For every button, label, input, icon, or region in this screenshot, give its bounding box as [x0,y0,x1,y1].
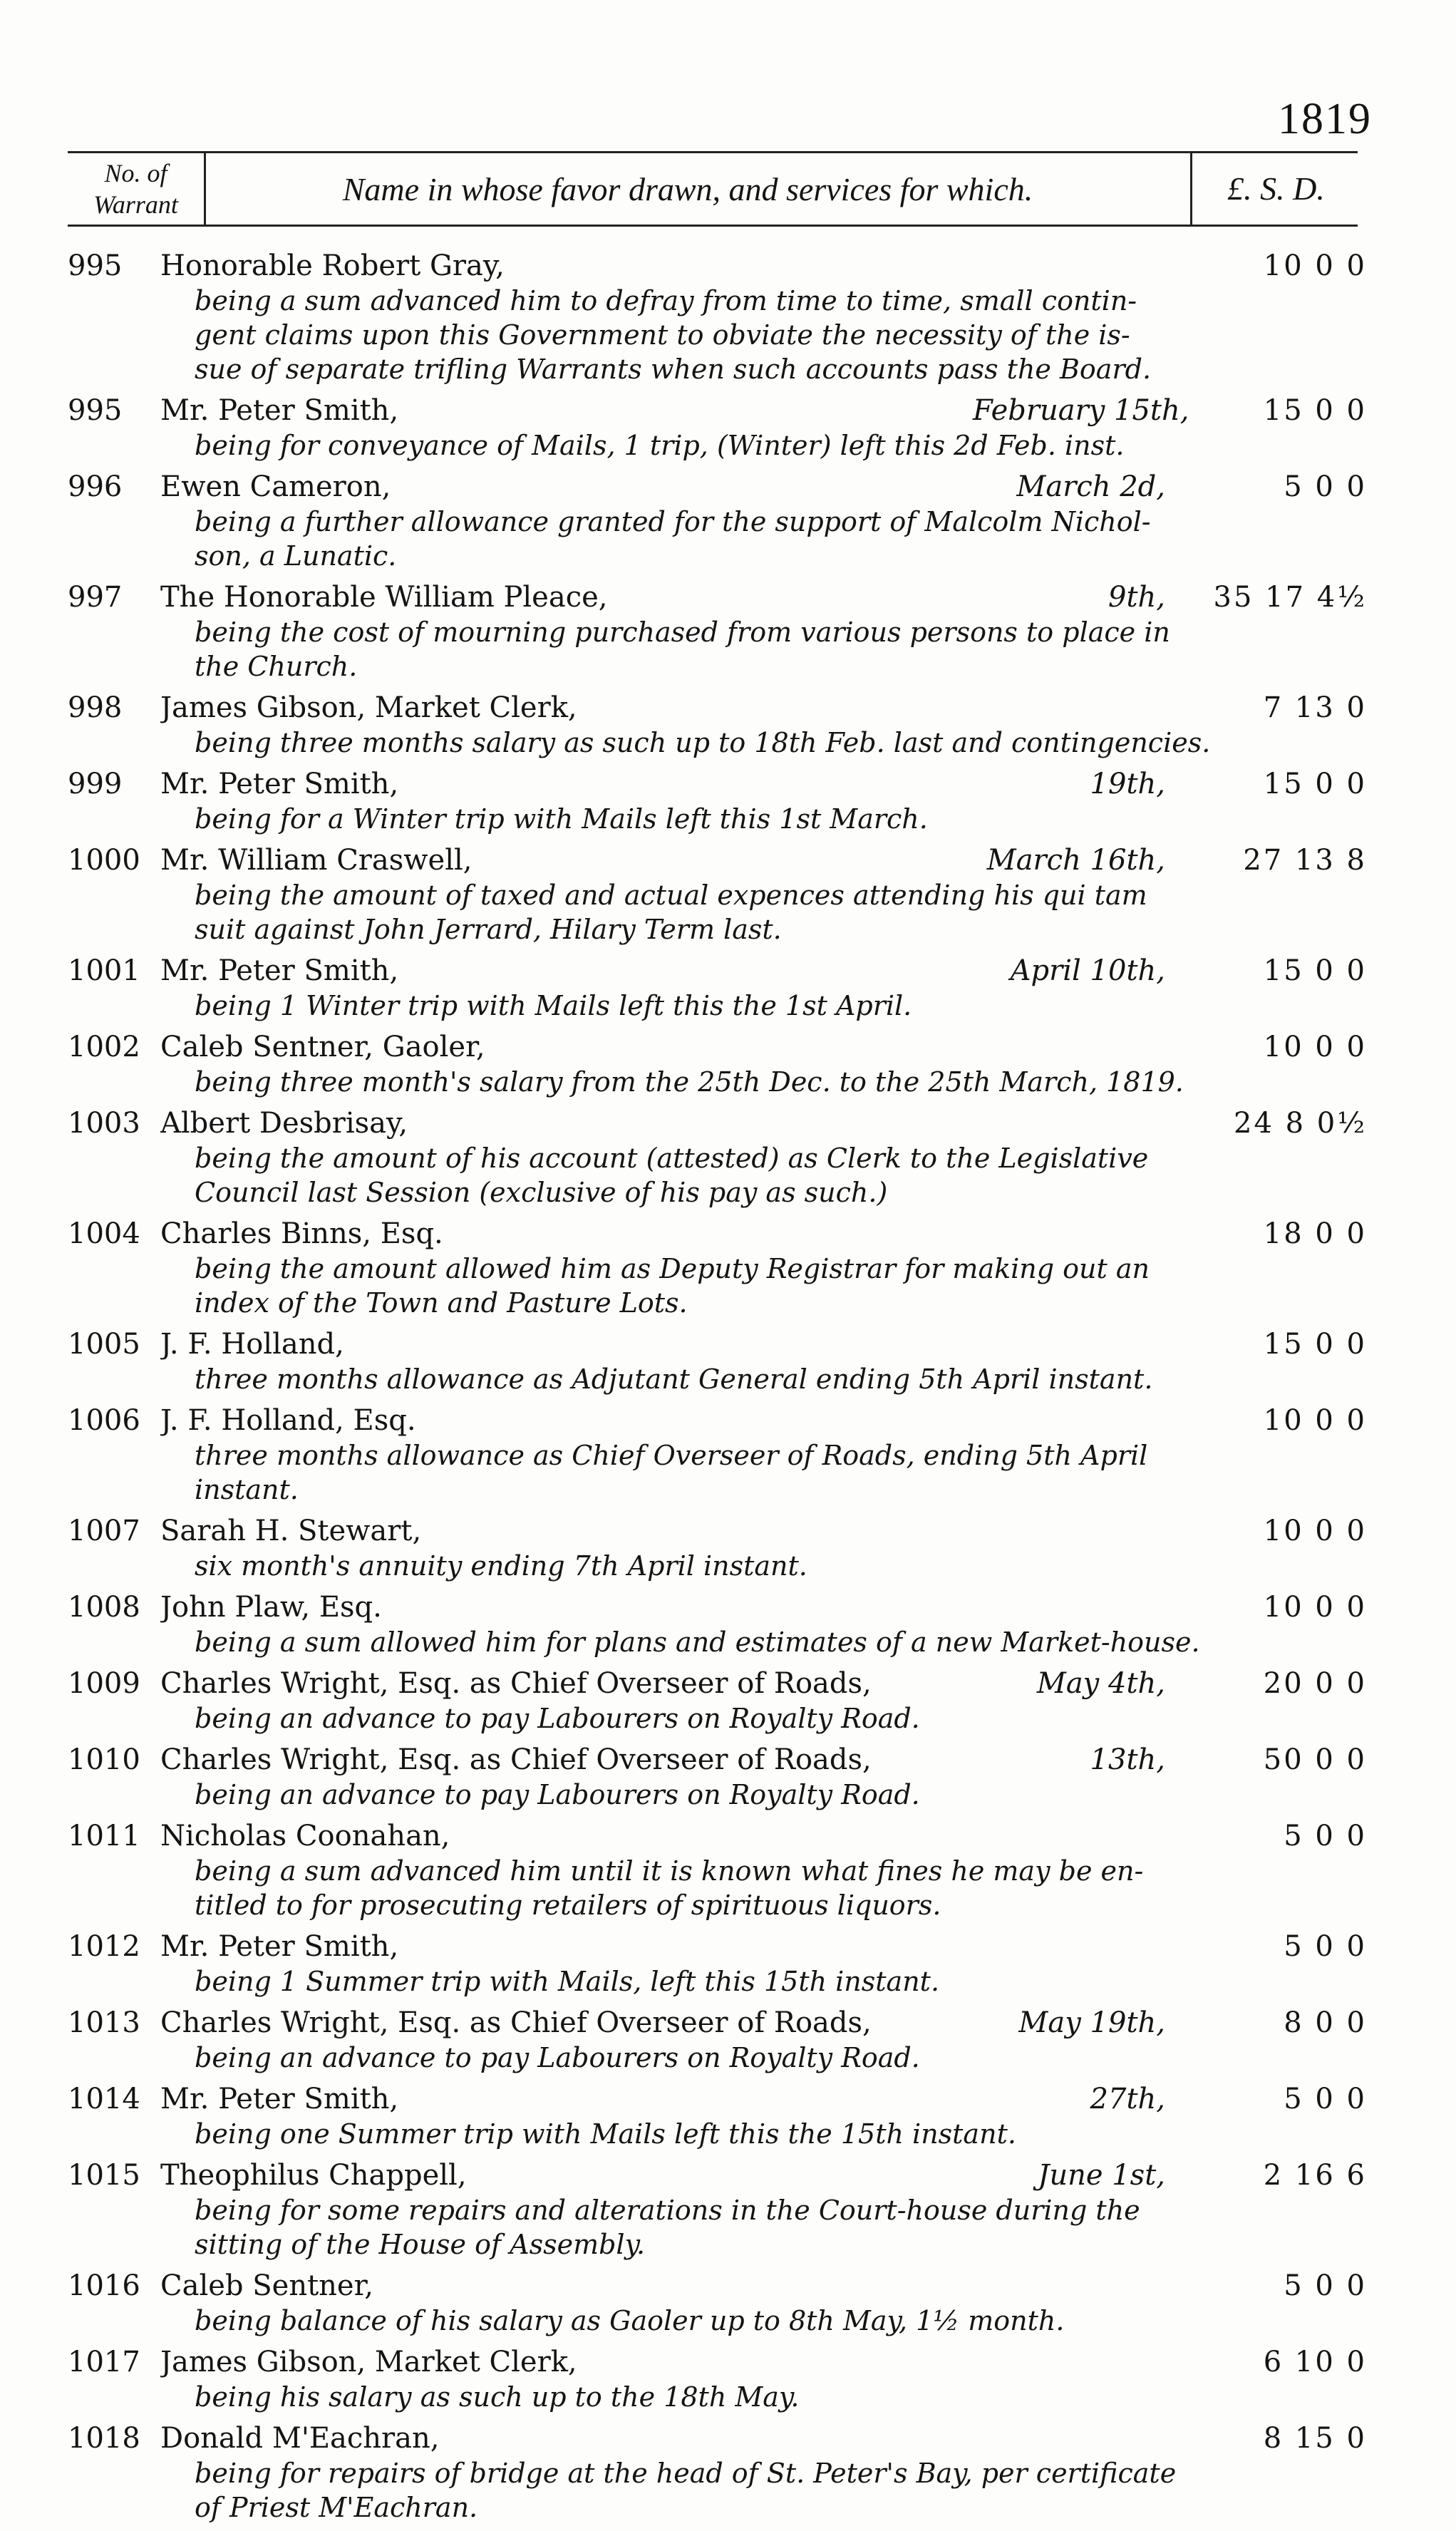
warrant-amount: 7 13 0 [1263,691,1367,724]
warrant-amount: 10 0 0 [1263,249,1367,282]
service-description: being for conveyance of Mails, 1 trip, (Winter) left this 2d Feb. inst. [195,430,1125,461]
warrant-number: 1013 [68,2006,140,2039]
service-description: being 1 Summer trip with Mails, left this 15th instant. [195,1966,940,1997]
warrant-number: 1010 [68,1743,140,1776]
warrant-date: June 1st, [1038,2159,1165,2192]
payee-name: Sarah H. Stewart, [160,1515,422,1547]
service-description: being for repairs of bridge at the head of St. Peter's Bay, per certificate of Priest M'Eachran. [195,2458,1177,2523]
service-description: being a sum advanced him until it is known what fines he may be en- titled to for prosecuting retailers of spirituous liquors. [195,1855,1144,1921]
warrant-entry [68,2344,1368,2414]
ledger-header [68,151,1358,227]
payee-name: Charles Binns, Esq. [160,1217,443,1250]
warrant-entry [68,1326,1368,1396]
warrant-date: March 16th, [986,844,1165,877]
service-description: being the amount of his account (attested) as Clerk to the Legislative Council last Session (exclusive of his pay as such.) [195,1143,1149,1208]
service-description: being an advance to pay Labourers on Royalty Road. [195,2042,920,2073]
service-description: three months allowance as Chief Overseer of Roads, ending 5th April instant. [195,1440,1148,1505]
page-year: 1819 [1278,95,1372,143]
service-description: being three month's salary from the 25th Dec. to the 25th March, 1819. [195,1066,1184,1098]
warrant-amount: 10 0 0 [1263,1404,1367,1437]
warrant-entry [68,1029,1368,1099]
warrant-entry [68,2158,1368,2262]
warrant-entry [68,1216,1368,1320]
warrant-date: May 4th, [1036,1667,1165,1700]
warrant-entry [68,1666,1368,1736]
warrant-amount: 15 0 0 [1263,394,1367,427]
warrant-entry-line [68,690,1368,726]
warrant-entry [68,766,1368,836]
service-description: being an advance to pay Labourers on Royalty Road. [195,1779,920,1810]
service-description: being one Summer trip with Mails left this the 15th instant. [195,2118,1016,2150]
warrant-amount: 20 0 0 [1263,1667,1367,1700]
payee-column-header: Name in whose favor drawn, and services for which. [342,171,1033,207]
warrant-number-column-header [68,153,206,225]
warrant-entry [68,2081,1368,2151]
warrant-entry [68,1589,1368,1659]
service-description: being an advance to pay Labourers on Royalty Road. [195,1703,920,1734]
warrant-entry-line [68,1105,1368,1141]
warrant-amount: 24 8 0½ [1234,1107,1367,1140]
warrant-entry-line [68,2421,1368,2456]
service-description: being a sum allowed him for plans and estimates of a new Market-house. [195,1627,1200,1658]
warrant-entry-line [68,2081,1368,2117]
payee-name: Mr. William Craswell, [160,844,473,877]
warrant-date: 19th, [1090,768,1165,800]
warrant-number: 1005 [68,1328,140,1361]
service-description: being 1 Winter trip with Mails left this the 1st April. [195,990,912,1021]
payee-name: Ewen Cameron, [160,470,391,503]
warrant-date: March 2d, [1016,470,1165,503]
warrant-amount: 5 0 0 [1284,1930,1367,1963]
warrant-number: 995 [68,249,123,282]
service-description: being three months salary as such up to 18th Feb. last and contingencies. [195,727,1211,758]
warrant-entry [68,2005,1368,2075]
warrant-entry [68,469,1368,573]
payee-name: The Honorable William Pleace, [160,581,608,614]
warrant-entry [68,579,1368,684]
warrant-entry-line [68,469,1368,505]
warrant-number: 995 [68,394,123,427]
warrant-number: 1006 [68,1404,140,1437]
payee-name: Mr. Peter Smith, [160,2083,399,2115]
service-description: being for a Winter trip with Mails left this 1st March. [195,803,928,835]
warrant-amount: 5 0 0 [1284,1820,1367,1852]
service-description: being a further allowance granted for the support of Malcolm Nichol- son, a Lunatic. [195,506,1151,572]
warrant-number: 1004 [68,1217,140,1250]
warrant-amount: 10 0 0 [1263,1515,1367,1547]
warrant-number: 1011 [68,1820,140,1852]
warrant-entry [68,690,1368,760]
warrant-number: 1017 [68,2346,140,2378]
warrant-entry-line [68,842,1368,878]
warrant-number: 1012 [68,1930,140,1963]
warrant-amount: 15 0 0 [1263,954,1367,987]
payee-name: Mr. Peter Smith, [160,954,399,987]
payee-name: Mr. Peter Smith, [160,1930,399,1963]
warrant-entry [68,1403,1368,1507]
warrant-entry [68,842,1368,947]
warrant-amount: 10 0 0 [1263,1031,1367,1063]
payee-name: James Gibson, Market Clerk, [160,2346,577,2378]
warrant-amount: 6 10 0 [1263,2346,1367,2378]
warrant-number: 1009 [68,1667,140,1700]
service-description: three months allowance as Adjutant General ending 5th April instant. [195,1364,1153,1395]
warrant-entry [68,1818,1368,1922]
warrant-number: 1014 [68,2083,140,2115]
warrant-entry-line [68,2005,1368,2041]
warrant-entry-line [68,1929,1368,1964]
payee-name: Charles Wright, Esq. as Chief Overseer of Roads, [160,1667,872,1700]
warrant-number: 1000 [68,844,140,877]
warrant-date: April 10th, [1010,954,1165,987]
warrant-entry [68,1105,1368,1210]
service-description: being the amount of taxed and actual expences attending his qui tam suit against John Jerrard, Hilary Term last. [195,880,1147,945]
warrant-entry-line [68,248,1368,284]
payee-name: Mr. Peter Smith, [160,768,399,800]
warrant-amount: 27 13 8 [1243,844,1367,877]
warrant-entry-line [68,1326,1368,1362]
warrant-amount: 15 0 0 [1263,768,1367,800]
warrant-entry [68,1929,1368,1999]
warrant-date: May 19th, [1018,2006,1165,2039]
warrant-number: 1007 [68,1515,140,1547]
warrant-number: 1018 [68,2422,140,2455]
warrant-number: 999 [68,768,123,800]
payee-name: Charles Wright, Esq. as Chief Overseer of Roads, [160,1743,872,1776]
warrant-entry-line [68,953,1368,989]
warrant-ledger [68,248,1368,2531]
warrant-date: 13th, [1090,1743,1165,1776]
warrant-entry [68,953,1368,1023]
warrant-entry-line [68,2158,1368,2193]
service-description: being the amount allowed him as Deputy Registrar for making out an index of the Town and Pasture Lots. [195,1253,1150,1319]
warrant-entry [68,2421,1368,2525]
service-description: being for some repairs and alterations in the Court-house during the sitting of the House of Assembly. [195,2195,1140,2260]
warrant-amount: 8 0 0 [1284,2006,1367,2039]
payee-name: Donald M'Eachran, [160,2422,440,2455]
warrant-entry-line [68,1216,1368,1252]
warrant-entry-line [68,1666,1368,1701]
warrant-number: 998 [68,691,123,724]
warrant-entry [68,393,1368,463]
payee-name: Honorable Robert Gray, [160,249,505,282]
warrant-number: 1002 [68,1031,140,1063]
warrant-entry-line [68,766,1368,802]
warrant-amount: 35 17 4½ [1213,581,1367,614]
warrant-entry-line [68,1403,1368,1438]
warrant-entry-line [68,1513,1368,1549]
service-description: being the cost of mourning purchased from various persons to place in the Church. [195,617,1170,682]
warrant-number: 996 [68,470,123,503]
payee-name: Caleb Sentner, Gaoler, [160,1031,485,1063]
warrant-number-column-label: No. of Warrant [93,159,178,219]
warrant-number: 1015 [68,2159,140,2192]
warrant-amount: 50 0 0 [1263,1743,1367,1776]
warrant-amount: 5 0 0 [1284,470,1367,503]
warrant-entry-line [68,1029,1368,1065]
service-description: six month's annuity ending 7th April instant. [195,1550,807,1582]
warrant-entry [68,1513,1368,1583]
warrant-amount: 18 0 0 [1263,1217,1367,1250]
warrant-date: 27th, [1090,2083,1165,2115]
service-description: being a sum advanced him to defray from time to time, small contin- gent claims upon this Government to obviate the necessity of the is- sue of separate trifling Warrants when such accounts pass the Board. [195,285,1152,385]
warrant-number: 997 [68,581,123,614]
warrant-amount: 10 0 0 [1263,1591,1367,1624]
warrant-entry [68,2268,1368,2338]
amount-column-header: £. S. D. [1190,153,1360,225]
service-description: being his salary as such up to the 18th May. [195,2381,800,2413]
payee-name: Caleb Sentner, [160,2269,374,2302]
warrant-amount: 15 0 0 [1263,1328,1367,1361]
warrant-entry-line [68,1818,1368,1854]
warrant-number: 1001 [68,954,140,987]
payee-name: Charles Wright, Esq. as Chief Overseer of Roads, [160,2006,872,2039]
warrant-entry-line [68,1589,1368,1625]
payee-name: J. F. Holland, Esq. [160,1404,416,1437]
payee-name: Nicholas Coonahan, [160,1820,450,1852]
warrant-amount: 2 16 6 [1263,2159,1367,2192]
warrant-amount: 5 0 0 [1284,2269,1367,2302]
warrant-date: February 15th, [973,394,1189,427]
warrant-entry-line [68,2344,1368,2380]
payee-name: Theophilus Chappell, [160,2159,467,2192]
warrant-date: 9th, [1108,581,1165,614]
warrant-number: 1016 [68,2269,140,2302]
service-description: being balance of his salary as Gaoler up to 8th May, 1½ month. [195,2305,1065,2336]
warrant-amount: 5 0 0 [1284,2083,1367,2115]
warrant-number: 1003 [68,1107,140,1140]
payee-name: Mr. Peter Smith, [160,394,399,427]
payee-name: J. F. Holland, [160,1328,344,1361]
payee-name: Albert Desbrisay, [160,1107,408,1140]
warrant-entry [68,1742,1368,1812]
warrant-entry-line [68,1742,1368,1778]
warrant-entry [68,248,1368,386]
warrant-number: 1008 [68,1591,140,1624]
warrant-entry-line [68,2268,1368,2304]
warrant-entry-line [68,393,1368,428]
payee-name: James Gibson, Market Clerk, [160,691,577,724]
payee-name: John Plaw, Esq. [160,1591,382,1624]
warrant-amount: 8 15 0 [1263,2422,1367,2455]
warrant-entry-line [68,579,1368,615]
